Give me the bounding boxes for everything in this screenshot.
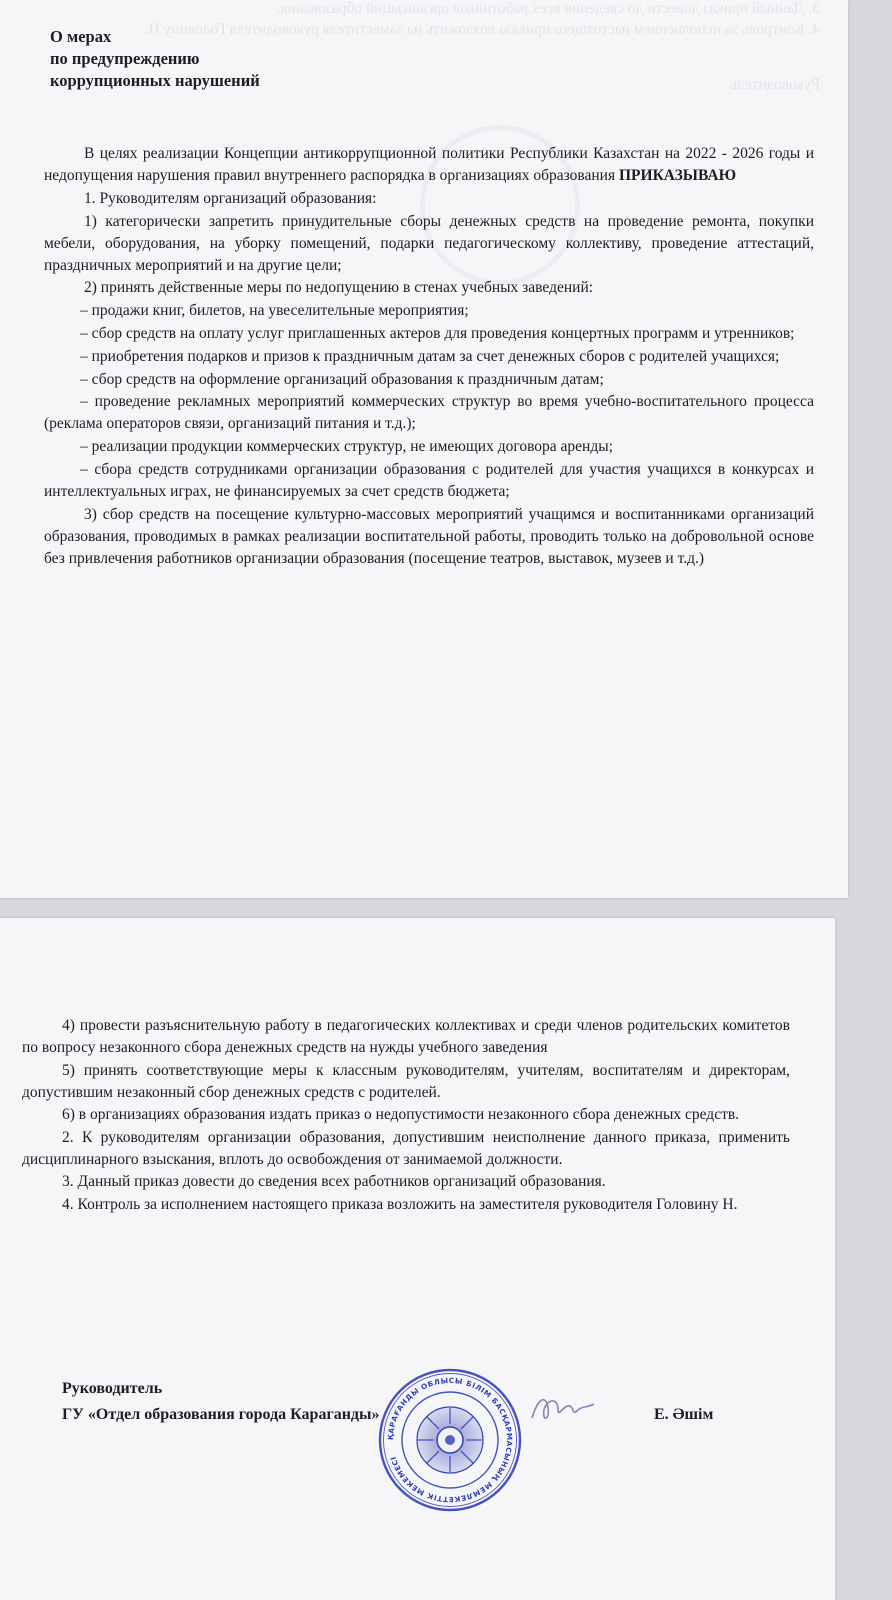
dash-item: – продажи книг, билетов, на увеселительные мероприятия; [80,302,469,320]
item-1-6: 6) в организациях образования издать приказ о недопустимости незаконного сбора денежных средств. [62,1106,740,1123]
item-1-1: 1) категорически запретить принудительные сборы денежных средств на проведение ремонта, покупки мебели, оборудования, на уборку помещений, подарки педагогическому коллективу, проведение аттестаций, праздничных мероприятий и на другие цели; [44,212,814,274]
item-1-4: 4) провести разъяснительную работу в педагогических коллективах и среди членов родительских комитетов по вопросу незаконного сбора денежных средств на нужды учебного заведения [22,1017,790,1056]
title-line: О мерах [50,27,112,46]
title-line: коррупционных нарушений [50,71,260,90]
bleed-through-text: 3. Данный приказ довести до сведения всех работников организаций образования. 4. Контроль за исполнением настоящего приказа возложить на заместителя руководителя Головину Н. Руководитель [144,0,820,93]
item-3: 3. Данный приказ довести до сведения всех работников организаций образования. [62,1173,606,1190]
handwritten-signature [528,1388,598,1428]
order-body-part-1 [44,143,814,571]
document-page-2 [0,918,835,1600]
item-1-2: 2) принять действенные меры по недопущению в стенах учебных заведений: [84,279,594,297]
dash-item: – реализации продукции коммерческих структур, не имеющих договора аренды; [80,438,613,456]
signer-organization: ГУ «Отдел образования города Караганды» [62,1406,380,1423]
dash-item: – сбор средств на оформление организаций образования к праздничным датам; [80,370,604,388]
item-1-3: 3) сбор средств на посещение культурно-массовых мероприятий учащимся и воспитанниками организаций образования, проводимых в рамках реализации воспитательной работы, проводить только на добровольной основе без привлечения работников организации образования (посещение театров, выставок, музеев и т.д.) [44,505,814,567]
signer-name: Е. Әшім [654,1406,714,1423]
svg-text:ҚАРАҒАНДЫ ОБЛЫСЫ БІЛІМ БАСҚАРМ: ҚАРАҒАНДЫ ОБЛЫСЫ БІЛІМ БАСҚАРМАСЫНЫҢ МЕМЛЕКЕТТІК МЕКЕМЕСІ [385,1375,515,1505]
order-body-part-2 [22,1015,790,1216]
dash-item: – проведение рекламных мероприятий коммерческих структур во время учебно-воспитательного процесса (реклама операторов связи, организаций питания и т.д.); [44,393,814,433]
intro-text: В целях реализации Концепции антикоррупционной политики Республики Казахстан на 2022 - 2026 годы и недопущения нарушения правил внутреннего распорядка в организациях образования [44,145,814,184]
signature-block [62,1376,380,1428]
order-word: ПРИКАЗЫВАЮ [618,167,737,184]
item-4: 4. Контроль за исполнением настоящего приказа возложить на заместителя руководителя Головину Н. [62,1195,738,1213]
intro-paragraph [44,143,814,187]
signer-title: Руководитель [62,1380,163,1397]
title-line: по предупреждению [50,49,200,68]
item-1-5: 5) принять соответствующие меры к классным руководителям, учителям, воспитателям и директорам, допустившим незаконный сбор денежных средств с родителей. [22,1061,790,1101]
official-seal-stamp [376,1366,524,1514]
dash-item: – сбор средств на оплату услуг приглашенных актеров для проведения концертных программ и утренников; [80,324,795,342]
item-2: 2. К руководителям организации образования, допустившим неисполнение данного приказа, применить дисциплинарного взыскания, вплоть до освобождения от занимаемой должности. [22,1128,790,1168]
dash-item: – сбора средств сотрудниками организации образования с родителей для участия учащихся в конкурсах и интеллектуальных играх, не финансируемых за счет средств бюджета; [44,460,814,500]
dash-item: – приобретения подарков и призов к праздничным датам за счет денежных сборов с родителей учащихся; [80,347,780,365]
document-title [50,26,260,92]
item-1: 1. Руководителям организаций образования: [84,189,377,207]
